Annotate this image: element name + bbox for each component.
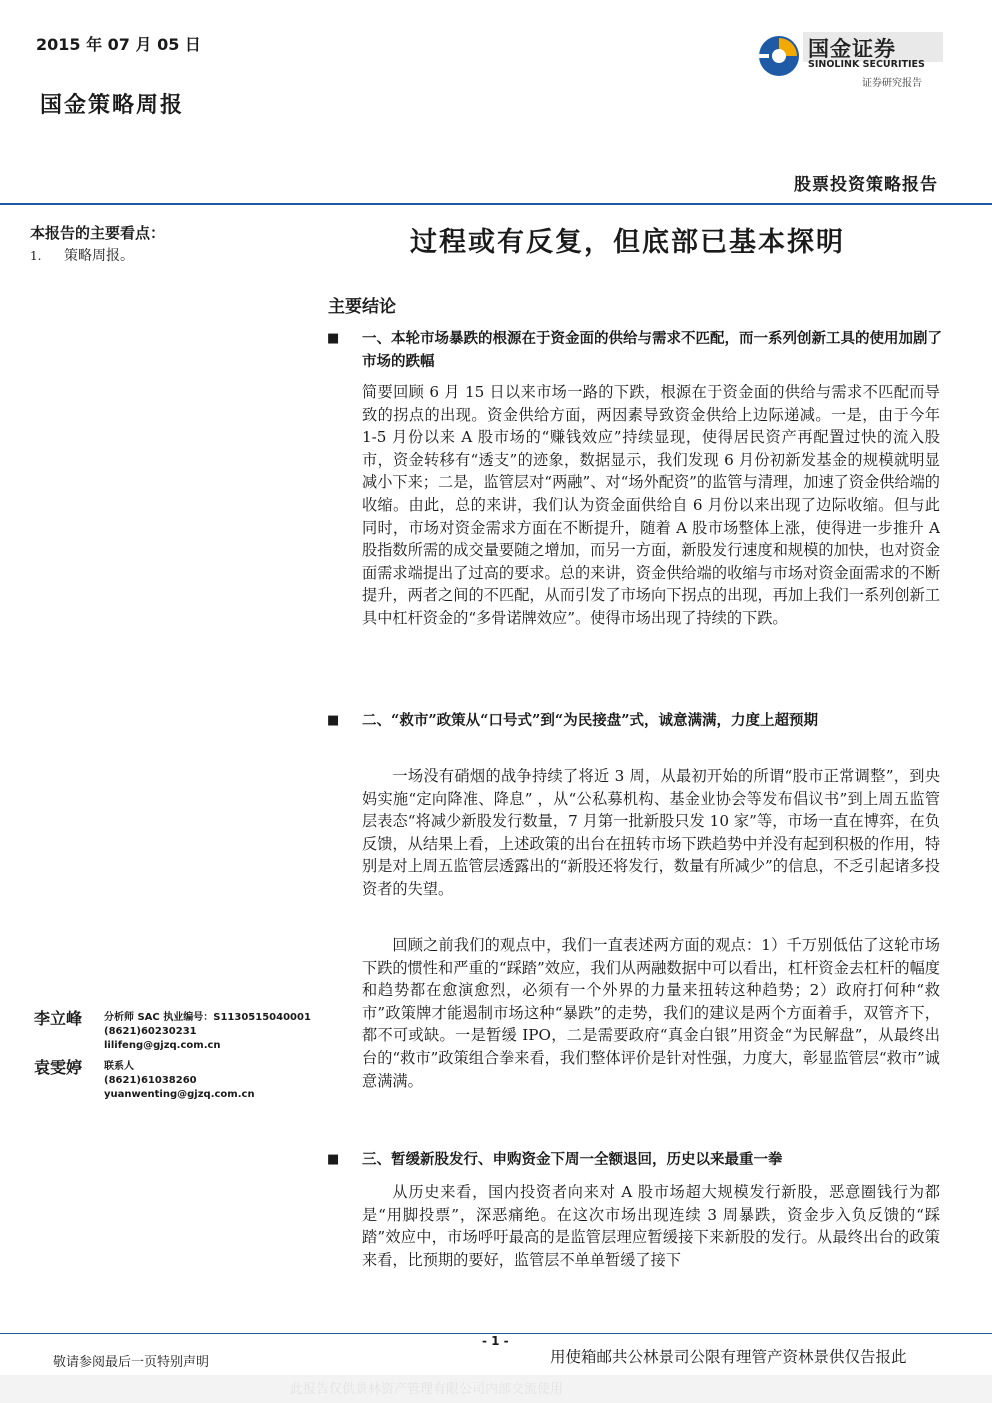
author-email[interactable]: lilifeng@gjzq.com.cn (104, 1040, 221, 1051)
bullet-square: ■ (327, 1152, 340, 1167)
author-info (104, 1060, 255, 1102)
series-name: 国金策略周报 (40, 92, 185, 118)
section-2-paragraph-2: 回顾之前我们的观点中，我们一直表述两方面的观点：1）千万别低估了这轮市场下跌的惯性和严重的“踩踏”效应，我们从两融数据中可以看出，杠杆资金去杠杆的幅度和趋势都在愈演愈烈，必须有一个外界的力量来扭转这种趋势；2）政府打何种“救市”政策牌才能遏制市场这种“暴跌”的走势，我们的建议是两个方面着手，双管齐下，都不可或缺。一是暂缓 IPO，二是需要政府“真金白银”用资金“为民解盘”，从最终出台的“救市”政策组合拳来看，我们整体评价是针对性强，力度大，彰显监管层“救市”诚意满满。 (362, 936, 940, 1090)
section-1-paragraph: 简要回顾 6 月 15 日以来市场一路的下跌，根源在于资金面的供给与需求不匹配而导致的拐点的出现。资金供给方面，两因素导致资金供给上边际递减。一是，由于今年 1-5 月份以来 A 股市场的“赚钱效应”持续显现，使得居民资产再配置过快的流入股市，资金转移有“透支”的迹象，数据显示，我们发现 6 月份初新发基金的规模就明显减小下来；二是，监管层对“两融”、对“场外配资”的监管与清理，加速了资金供给端的收缩。由此，总的来讲，我们认为资金面供给自 6 月份以来出现了边际收缩。但与此同时，市场对资金需求方面在不断提升，随着 A 股市场整体上涨，使得进一步推升 A 股指数所需的成交量要随之增加，而另一方面，新股发行速度和规模的加快，也对资金面需求端提出了过高的要求。总的来讲，资金供给端的收缩与市场对资金面需求的不断提升，两者之间的不匹配，从而引发了市场向下拐点的出现，再加上我们一系列创新工具中杠杆资金的“多骨诺牌效应”。使得市场出现了持续的下跌。 (362, 383, 940, 627)
key-points-title: 本报告的主要看点： (30, 224, 166, 242)
author-role: 分析师 SAC 执业编号：S1130515040001 (104, 1012, 311, 1023)
report-title: 过程或有反复，但底部已基本探明 (410, 227, 845, 258)
bullet-square: ■ (327, 331, 340, 346)
section-2-paragraph-1: 一场没有硝烟的战争持续了将近 3 周，从最初开始的所谓“股市正常调整”，到央妈实施“定向降准、降息” ，从“公私募机构、基金业协会等发布倡议书”到上周五监管层表态“将减少新股发行数量，7 月第一批新股只发 10 家”等，市场一直在博弈，在负反馈，从结果上看，上述政策的出台在扭转市场下跌趋势中并没有起到积极的作用，特别是对上周五监管层透露出的“新股还将发行，数量有所减少”的信息，不乏引起诸多投资者的失望。 (362, 767, 940, 898)
section-3-paragraph: 从历史来看，国内投资者向来对 A 股市场超大规模发行新股，恶意圈钱行为都是“用脚投票”，深恶痛绝。在这次市场出现连续 3 周暴跌，资金步入负反馈的“踩踏”效应中，市场呼吁最高的是监管层理应暂缓接下来新股的发行。从最终出台的政策来看，比预期的要好，监管层不单单暂缓了接下 (362, 1183, 940, 1269)
key-point-item (30, 245, 134, 265)
author-email[interactable]: yuanwenting@gjzq.com.cn (104, 1089, 255, 1100)
key-point-number: 1. (30, 249, 42, 263)
report-date: 2015 年 07 月 05 日 (36, 35, 201, 54)
section-heading-2: 二、“救市”政策从“口号式”到“为民接盘”式，诚意满满，力度上超预期 (362, 712, 819, 729)
logo-subtitle: 证券研究报告 (862, 78, 922, 89)
author-name: 李立峰 (34, 1009, 83, 1028)
author-role: 联系人 (104, 1061, 134, 1072)
disclaimer-note: 敬请参阅最后一页特别声明 (53, 1355, 210, 1370)
author-name: 袁雯婷 (34, 1058, 83, 1077)
logo-text-en: SINOLINK SECURITIES (808, 59, 925, 70)
watermark-text: 此报告仅供景林资产管理有限公司内部交流使用 (290, 1382, 564, 1397)
usage-note: 用使箱邮共公林景司公限有理管产资林景供仅告报此 (550, 1348, 907, 1366)
report-type: 股票投资策略报告 (794, 175, 938, 195)
section-heading-1: 一、本轮市场暴跌的根源在于资金面的供给与需求不匹配，而一系列创新工具的使用加剧了市场的跌幅 (362, 330, 942, 370)
header-divider (0, 203, 992, 205)
main-conclusion-heading: 主要结论 (328, 297, 396, 317)
author-phone: (8621)60230231 (104, 1026, 197, 1037)
key-point-text: 策略周报。 (64, 248, 134, 264)
author-phone: (8621)61038260 (104, 1075, 197, 1086)
page-number: - 1 - (482, 1334, 509, 1348)
logo-text-cn: 国金证券 (808, 37, 896, 61)
section-heading-3: 三、暂缓新股发行、申购资金下周一全额退回，历史以来最重一拳 (362, 1151, 783, 1168)
bullet-square: ■ (327, 713, 340, 728)
author-info (104, 1011, 311, 1053)
